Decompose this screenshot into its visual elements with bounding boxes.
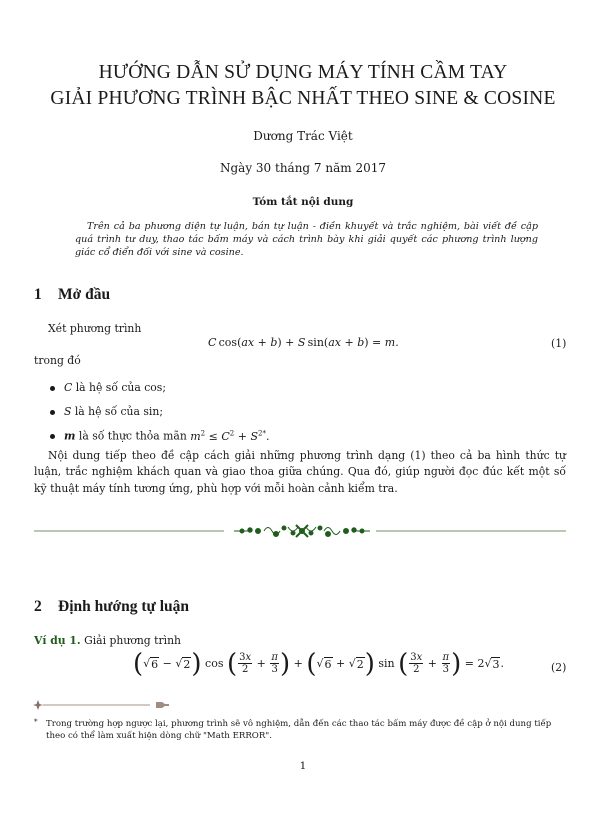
title-line-1: HƯỚNG DẪN SỬ DỤNG MÁY TÍNH CẦM TAY — [98, 62, 508, 83]
item-text: là hệ số của sin; — [71, 405, 163, 418]
intro-paragraph: Nội dung tiếp theo đề cập cách giải những phương trình dạng (1) theo cả ba hình thức tự luận, trắc nghiệm khách quan và giao thoa giữa chúng. Qua đó, giúp người đọc đúc kết một số kỹ thuật máy tính tương ứng, phù hợp với mỗi hoàn cảnh kiểm tra. — [34, 449, 566, 495]
var-c: C — [64, 381, 73, 394]
title-line-2: GIẢI PHƯƠNG TRÌNH BẬC NHẤT THEO SINE & COSINE — [50, 88, 556, 109]
equation-2: ( √ 6 − √ 2 ) cos ( $\frac{3x}{2}$ + $\frac{\pi}{3}$ ) + ( √ 6 + √ 2 ) sin ( $\frac{3x}{2}$ + $\frac{\pi}{3}$ ) = 2√ 3 . — [133, 648, 504, 679]
eq-arg: (ax + b) — [237, 336, 282, 349]
eq-cos: cos — [218, 336, 238, 349]
abstract-text: Trên cả ba phương diện tự luận, bán tự luận - điền khuyết và trắc nghiệm, bài viết đề cập quá trình tư duy, thao tác bấm máy và cách trình bày khi giải quyết các phương trình lượng giác cổ điển đối với sine và cosine. — [75, 221, 538, 259]
eq-arg-2: (ax + b) = m. — [323, 336, 399, 349]
coefficient-list — [50, 381, 269, 453]
eq-var-c: C — [208, 336, 217, 349]
divider-rule-right — [376, 530, 566, 532]
item-text: là số thực thỏa mãn — [75, 429, 191, 443]
eq-plus: + — [281, 336, 298, 349]
equation-2-label: (2) — [551, 661, 567, 674]
ornament-icon — [232, 522, 372, 540]
author: Dương Trác Việt — [253, 129, 353, 143]
list-item — [50, 405, 269, 429]
footnote-text: Trong trường hợp ngược lại, phương trình sẽ vô nghiệm, dẫn đến các thao tác bấm máy được đề cập ở nội dung tiếp theo có thể làm xuất hiện dòng chữ "Math ERROR". — [46, 719, 552, 741]
inequality: $m^2 \le C^2 + S^{2*}$. — [190, 429, 270, 443]
date: Ngày 30 tháng 7 năm 2017 — [219, 161, 386, 175]
section-number: 2 — [34, 598, 42, 615]
item-text: là hệ số của cos; — [72, 381, 166, 394]
divider-rule-left — [34, 530, 224, 532]
example-label: Ví dụ 1. — [34, 634, 81, 647]
example-1 — [34, 634, 181, 647]
section-number: 1 — [34, 286, 42, 303]
footnote-rule-icon — [32, 698, 172, 712]
equation-1-label: (1) — [551, 337, 567, 350]
footnote-marker: * — [34, 718, 38, 726]
var-m: m — [64, 429, 76, 443]
section-2-heading — [34, 598, 189, 616]
eq-var-s: S — [297, 336, 306, 349]
section-1-heading — [34, 286, 110, 304]
list-item — [50, 381, 269, 405]
section-title: Định hướng tự luận — [58, 598, 190, 615]
eq-sin: sin — [307, 336, 324, 349]
section-title: Mở đầu — [58, 286, 111, 303]
where-text: trong đó — [34, 354, 81, 367]
example-text: Giải phương trình — [84, 634, 181, 647]
abstract-title: Tóm tắt nội dung — [252, 196, 354, 208]
var-s: S — [64, 405, 72, 418]
equation-1 — [208, 336, 399, 349]
intro-text: Xét phương trình — [48, 322, 142, 335]
page-number: 1 — [299, 760, 307, 772]
footnote — [34, 718, 566, 742]
